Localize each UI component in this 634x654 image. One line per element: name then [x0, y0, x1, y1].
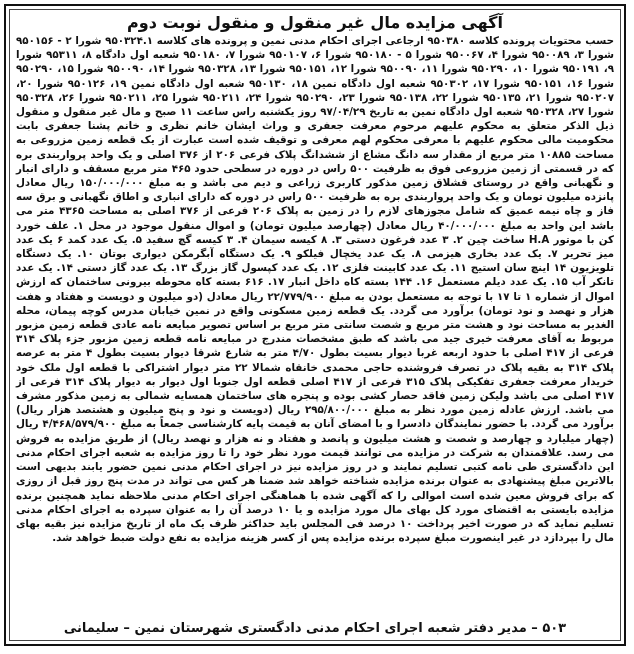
notice-footer: ۵۰۳ – مدیر دفتر شعبه اجرای احکام مدنی دادگستری شهرستان نمین – سلیمانی: [63, 621, 567, 636]
auction-notice: [4, 4, 626, 646]
notice-inner-border: [9, 9, 621, 641]
notice-paragraph: حسب محتویات پرونده کلاسه ۹۵۰۳۸۰ ارجاعی اجرای احکام مدنی نمین و پرونده های کلاسه ۹۵۰۳۲۴.۱ شورا ۲ - ۹۵۰۱۵۶ شورا ۳، ۹۵۰۰۸۹ شورا ۴، ۹۵۰۰۶۷ شورا ۵ - ۹۵۰۱۸۰ شورا ۶، ۹۵۰۱۰۷ شورا ۷، ۹۵۰۱۸۰ شعبه اول دادگاه ۸، ۹۵۳۱۱ شورا ۹، ۹۵۰۱۹۱ شورا ۱۰، ۹۵۰۲۹۰ شورا ۱۱، ۹۵۰۰۹۰ شورا ۱۲، ۹۵۰۱۵۱ شورا ۱۳، ۹۵۰۳۲۸ شورا ۱۴، ۹۵۰۰۹۰ شورا ۱۵، ۹۵۰۲۹۰ شورا ۱۶، ۹۵۰۱۵۱ شورا ۱۷، ۹۵۰۳۰۲ شعبه اول دادگاه نمین ۱۸، ۹۵۰۱۳۰ شعبه اول دادگاه نمین ۱۹، ۹۵۰۱۲۶ شورا ۲۰، ۹۵۰۲۰۷ شورا ۲۱، ۹۵۰۱۳۵ شورا ۲۲، ۹۵۰۱۳۸ شورا ۲۳، ۹۵۰۲۹۰ شورا ۲۴، ۹۵۰۲۱۱ شورا ۲۵، ۹۵۰۲۱۱ شورا ۲۶، ۹۵۰۳۲۸ شورا ۲۷، ۹۵۰۳۲۸ شعبه اول دادگاه نمین به تاریخ ۹۷/۰۴/۲۹ روز یکشنبه راس ساعت ۱۱ صبح و مال غیر منقول و منقول ذیل الذکر متعلق به محکوم علیهم مرحوم معرفت جعفری و وراث ایشان خانم نظری و خانم پشنا جعفری بابت محکومیت مالی محکوم علیهم با معرفی محکوم لهم معرفی و توقیف شده است عبارت از یک قطعه زمین مزروعی به مساحت ۱۰۸۸۵ متر مربع از مقدار سه دانگ مشاع از ششدانگ پلاک فرعی ۲۰۶ از ۳۷۶ اصلی و یک واحد پرواربندی بره که در قسمتی از زمین مزروعی فوق به ظرفیت ۵۰۰ راس در دوره در سطحی حدود ۴۶۵ متر مربع مسقف و دارای انبار و نگهبانی واقع در روستای قشلاق زمین مذکور کاربری زراعی و دیم می باشد و به مبلغ ۱۵۰/۰۰۰/۰۰۰ ریال معادل پانزده میلیون تومان و یک واحد پرواربندی بره به ظرفیت ۵۰۰ راس در دوره که دارای انباری و اطاق نگهبانی و برق سه فاز و چاه نیمه عمیق که شامل مجوزهای لازم را در زمین به پلاک ۲۰۶ فرعی از ۳۷۶ اصلی به مساحت ۴۳۶۵ متر می باشد این واحد به مبلغ ۴۰/۰۰۰/۰۰۰ ریال معادل (چهارصد میلیون تومان) و اموال منقول موجود در محل ۱. علف خورد کن با موتور H.A ساخت چین ۲. ۳ عدد فرغون دستی ۳. ۸ کیسه سیمان ۴. ۳ کیسه گچ سفید ۵. یک عدد کمد ۶ یک عدد میز تحریر ۷. یک عدد بخاری هیزمی ۸. یک عدد یخچال فیلکو ۹. یک دستگاه آبگرمکن دیواری بوتان ۱۰. یک دستگاه تلویزیون ۱۴ اینچ سان استیج ۱۱. یک عدد کابینت فلزی ۱۲. یک عدد کپسول گاز بزرگ ۱۳. یک عدد گاز دستی ۱۴. یک عدد تانکر آب ۱۵. یک عدد دیلم مستعمل ۱۶. ۱۴۴ بسته کاه داخل انبار ۱۷. ۶۱۶ بسته کاه محوطه بیرونی ساختمان که ارزش اموال از شماره ۱ تا ۱۷ با توجه به مستعمل بودن به مبلغ ۲۲/۷۷۹/۹۰۰ ریال معادل (دو میلیون و دویست و هفتاد و هفت هزار و نهصد و نود تومان) برآورد می گردد. یک قطعه زمین مسکونی واقع در نمین خیابان مدرس کوچه پیمان، محله الغدیر به مساحت نود و هشت متر مربع و شصت سانتی متر مربع بر اساس تصویر مبایعه نامه عادی قطعه زمین مزبور مربوط به آقای معرفت خیری جید می باشد که طبق مشخصات مندرج در مبایعه نامه قطعه زمین مزبور جزء پلاک ۳۱۴ فرعی از ۴۱۷ اصلی با حدود اربعه غربا دیوار بسیت بطول ۴/۷۰ متر به شارع شرقا دیوار بسیت بطول ۴ متر به عرصه پلاک ۳۱۴ به بقیه پلاک در تصرف فروشنده حاجی محمدی خانقاه شمالا ۲۲ متر دیوار اشتراکی با قطعه اول ملک خود خریدار معرفت جعفری تفکیکی پلاک ۳۱۵ فرعی از ۴۱۷ اصلی قطعه اول جنوبا اول دیوار به دیوار پلاک ۳۱۴ فرعی از ۴۱۷ اصلی می باشد ولیکن زمین فاقد حصار کشی بوده و پنجره های ساختمان همسایه شمالی به زمین مذکور مشرف می باشد. ارزش عادله زمین مورد نظر به مبلغ ۲۹۵/۸۰۰/۰۰۰ ریال (دویست و نود و پنج میلیون و هشتصد هزار ریال) برآورد می گردد. با حضور نمایندگان دادسرا و با امضای آنان به قیمت پایه کارشناسی جمعاً به مبلغ ۴/۴۶۸/۵۷۹/۹۰۰ ریال (چهار میلیارد و چهارصد و شصت و هشت میلیون و پانصد و هفتاد و نه هزار و نهصد ریال) از طریق مزایده به فروش می رسد. علاقمندان به شرکت در مزایده می توانند قیمت مورد نظر خود را تا روز مزایده به شعبه اجرای احکام مدنی این دادگستری طی نامه کتبی تسلیم نمایند و در روز مزایده نیز در اجرای احکام مدنی نمین حضور یابند بدیهی است بالاترین مبلغ پیشنهادی به عنوان برنده مزایده شناخته خواهد شد ضمنا هر کس می تواند در مدت پنج روز قبل از روزی که برای فروش معین شده است اموالی را که آگهی شده با هماهنگی اجرای احکام مدنی ملاحظه نماید همچنین برنده مزایده بایستی به اقتضای مورد کل بهای مال مورد مزایده و یا ۱۰ درصد آن را به عنوان سپرده به اجرای احکام مدنی تسلیم نماید که در صورت اخیر پرداخت ۱۰ درصد فی المجلس باید حداکثر ظرف یک ماه از تاریخ مزایده نیز بقیه بهای مال را بپردازد در غیر اینصورت مبلغ سپرده برنده مزایده پس از کسر هزینه مزایده به نفع دولت ضبط خواهد شد.: [16, 35, 615, 545]
notice-body: [10, 34, 620, 545]
notice-title: آگهی مزایده مال غیر منقول و منقول نوبت دوم: [127, 13, 503, 32]
